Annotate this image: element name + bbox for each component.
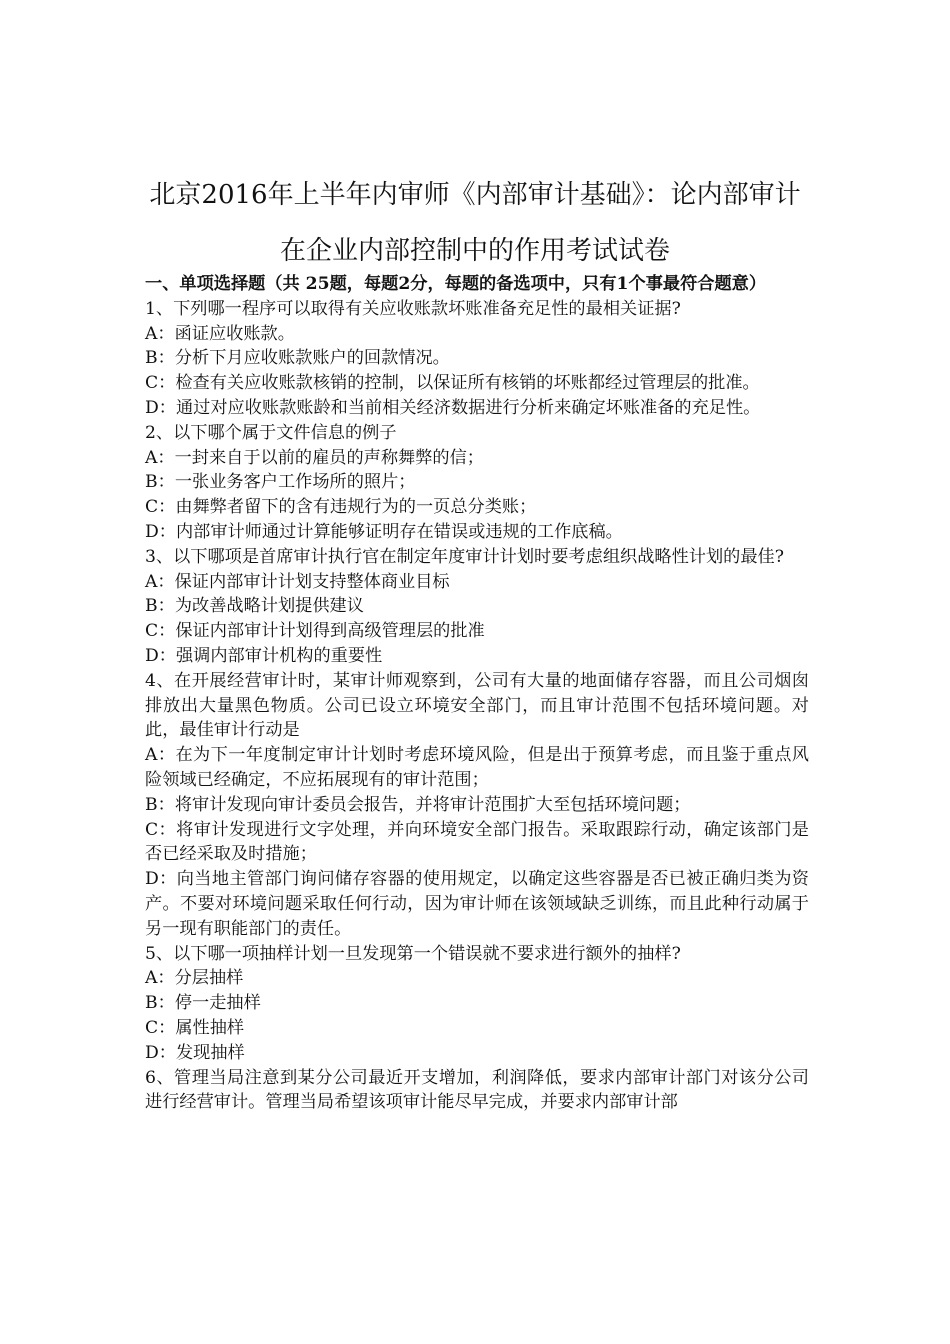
option-4-a: A：在为下一年度制定审计计划时考虑环境风险，但是出于预算考虑，而且鉴于重点风险领域已经确定，不应拓展现有的审计范围；	[145, 745, 809, 790]
section-heading: 一、单项选择题（共 25题，每题2分，每题的备选项中，只有1个事最符合题意）	[145, 274, 767, 294]
option-2-a: A：一封来自于以前的雇员的声称舞弊的信；	[145, 447, 484, 468]
option-4-c: C：将审计发现进行文字处理，并向环境安全部门报告。采取跟踪行动，确定该部门是否已经采取及时措施；	[145, 819, 809, 865]
title-line-1: 北京2016年上半年内审师《内部审计基础》：论内部审计	[149, 180, 801, 211]
option-3-c: C：保证内部审计计划得到高级管理层的批准	[145, 621, 485, 642]
option-1-d: D：通过对应收账款账龄和当前相关经济数据进行分析来确定坏账准备的充足性。	[145, 397, 761, 418]
question-5: 5、以下哪一项抽样计划一旦发现第一个错误就不要求进行额外的抽样?	[145, 943, 681, 964]
option-1-b: B：分析下月应收账款账户的回款情况。	[145, 348, 450, 369]
option-4-b: B：将审计发现向审计委员会报告，并将审计范围扩大至包括环境问题；	[145, 794, 691, 815]
option-5-a: A：分层抽样	[145, 968, 244, 989]
document-title	[140, 167, 810, 279]
option-5-d: D：发现抽样	[145, 1042, 245, 1063]
question-2: 2、以下哪个属于文件信息的例子	[145, 422, 397, 443]
question-1: 1、下列哪一程序可以取得有关应收账款坏账准备充足性的最相关证据?	[145, 298, 681, 319]
option-3-d: D：强调内部审计机构的重要性	[145, 645, 383, 666]
option-1-c: C：检查有关应收账款核销的控制，以保证所有核销的坏账都经过管理层的批准。	[145, 373, 760, 394]
option-2-d: D：内部审计师通过计算能够证明存在错误或违规的工作底稿。	[145, 521, 623, 542]
option-5-c: C：属性抽样	[145, 1017, 245, 1038]
option-2-b: B：一张业务客户工作场所的照片；	[145, 472, 416, 493]
option-3-a: A：保证内部审计计划支持整体商业目标	[145, 571, 450, 592]
option-3-b: B：为改善战略计划提供建议	[145, 596, 364, 617]
option-4-d: D：向当地主管部门询问储存容器的使用规定，以确定这些容器是否已被正确归类为资产。不要对环境问题采取任何行动，因为审计师在该领域缺乏训练，而且此种行动属于另一现有职能部门的责任。	[145, 869, 809, 939]
question-6: 6、管理当局注意到某分公司最近开支增加，利润降低，要求内部审计部门对该分公司进行经营审计。管理当局希望该项审计能尽早完成，并要求内部审计部	[145, 1067, 809, 1113]
option-2-c: C：由舞弊者留下的含有违规行为的一页总分类账；	[145, 497, 537, 518]
question-3: 3、以下哪项是首席审计执行官在制定年度审计计划时要考虑组织战略性计划的最佳?	[145, 546, 784, 567]
title-line-2: 在企业内部控制中的作用考试试卷	[279, 236, 670, 267]
option-5-b: B：停一走抽样	[145, 993, 261, 1014]
question-4: 4、在开展经营审计时，某审计师观察到，公司有大量的地面储存容器，而且公司烟囱排放出大量黑色物质。公司已设立环境安全部门，而且审计范围不包括环境问题。对此，最佳审计行动是	[145, 670, 809, 741]
document-body	[145, 272, 809, 1115]
option-1-a: A：函证应收账款。	[145, 323, 295, 344]
